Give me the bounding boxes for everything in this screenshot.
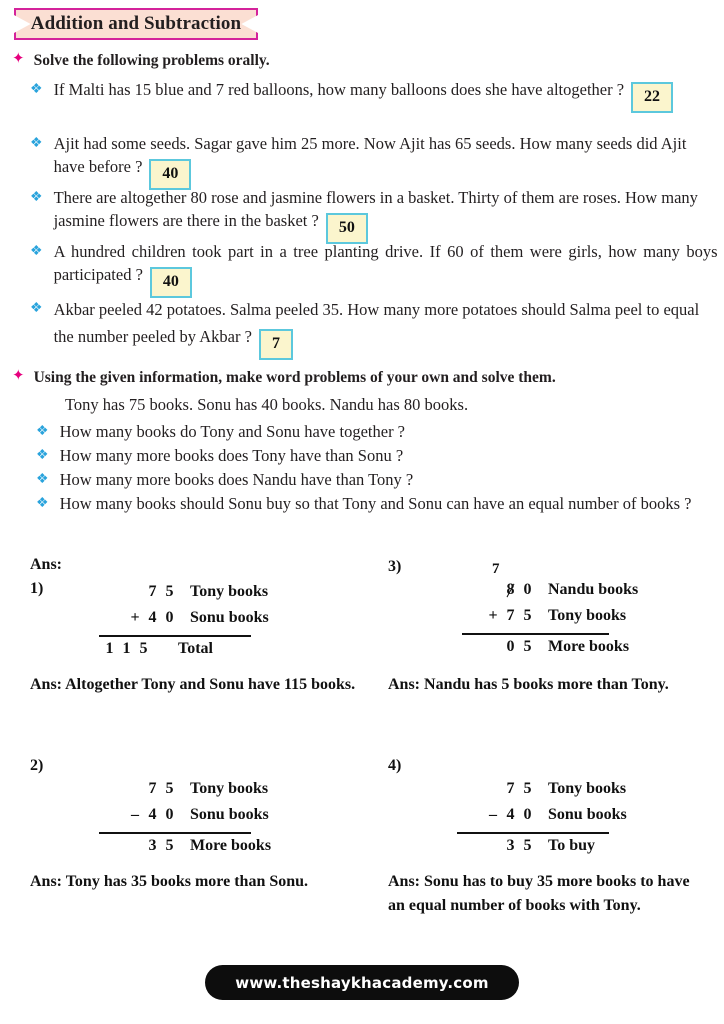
clover-bullet-icon: ❖ <box>30 301 43 316</box>
solution-4-result-label: To buy <box>548 837 595 854</box>
word-problem-2 <box>36 444 720 467</box>
solution-2-rule <box>99 832 251 834</box>
answer-box-1[interactable]: 22 <box>631 82 673 113</box>
solution-2-bottom-digits <box>144 806 178 824</box>
solution-1-bottom-label: Sonu books <box>190 609 269 626</box>
section-1-label: Solve the following problems orally. <box>33 52 270 69</box>
solution-4-bottom-label: Sonu books <box>548 806 627 823</box>
digit: 5 <box>165 837 174 854</box>
answer-box-3[interactable]: 50 <box>326 213 368 244</box>
solution-1-bottom-digits <box>144 609 178 627</box>
solution-4-rule <box>457 832 609 834</box>
digit: 5 <box>523 780 532 797</box>
solution-3-number: 3) <box>388 558 402 575</box>
digit: 5 <box>523 837 532 854</box>
solution-2-bottom-label: Sonu books <box>190 806 269 823</box>
digit: 5 <box>165 780 174 797</box>
answer-box-4[interactable]: 40 <box>150 267 192 298</box>
clover-bullet-icon: ❖ <box>30 190 43 205</box>
solution-1-number: 1) <box>30 580 44 597</box>
digit: 0 <box>523 581 532 598</box>
word-problem-3 <box>36 468 720 491</box>
oral-problem-2 <box>30 132 720 190</box>
oral-problem-2-text: Ajit had some seeds. Sagar gave him 25 more. Now Ajit has 65 seeds. How many seeds did Ajit have before ? 40 <box>54 132 718 190</box>
section-heading-1 <box>12 52 270 69</box>
section-heading-2 <box>12 369 556 386</box>
clover-bullet-icon: ❖ <box>30 136 43 151</box>
word-problem-2-text: How many more books does Tony have than Sonu ? <box>59 446 404 465</box>
solution-2-result-digits <box>144 837 178 855</box>
solution-4-bottom-digits <box>502 806 536 824</box>
solution-4-top-label: Tony books <box>548 780 627 797</box>
solution-2-result-row <box>126 837 271 863</box>
digit: 7 <box>506 780 515 797</box>
oral-problem-1-text: If Malti has 15 blue and 7 red balloons, how many balloons does she have altogether ? 22 <box>54 78 714 113</box>
clover-bullet-icon: ❖ <box>36 424 49 439</box>
clover-bullet-icon: ❖ <box>36 448 49 463</box>
solution-4-conclusion: Ans: Sonu has to buy 35 more books to have an equal number of books with Tony. <box>388 873 690 914</box>
clover-bullet-icon: ❖ <box>36 496 49 511</box>
solution-3-rule <box>462 633 609 635</box>
oral-problem-5 <box>30 297 720 360</box>
digit: 3 <box>506 837 515 854</box>
solution-4-result-row <box>484 837 627 863</box>
solution-1-result-label: Total <box>178 640 213 657</box>
digit: 0 <box>523 806 532 823</box>
digit: 4 <box>148 609 157 626</box>
digit: 0 <box>165 609 174 626</box>
solution-1-top-digits <box>144 583 178 601</box>
answers-label: Ans: <box>30 556 63 573</box>
solution-1-work <box>105 583 269 666</box>
solution-3-operator: + <box>488 607 498 624</box>
solution-3-bottom-digits <box>502 607 536 625</box>
struck-digit: 8 <box>502 581 519 599</box>
solution-2-result-label: More books <box>190 837 272 854</box>
digit: 7 <box>148 780 157 797</box>
solution-2-top-label: Tony books <box>190 780 269 797</box>
solution-4-number: 4) <box>388 757 402 774</box>
solution-1-bottom-row <box>126 609 269 635</box>
solution-2-bottom-row <box>126 806 271 832</box>
word-problem-3-text: How many more books does Nandu have than Tony ? <box>59 470 414 489</box>
solution-3-top-row <box>484 581 638 607</box>
digit: 0 <box>506 638 515 655</box>
given-information: Tony has 75 books. Sonu has 40 books. Nandu has 80 books. <box>65 395 469 414</box>
answer-box-5[interactable]: 7 <box>259 329 293 360</box>
solution-3-top-label: Nandu books <box>548 581 639 598</box>
solution-3-result-digits <box>502 638 536 656</box>
digit: 1 <box>122 640 131 657</box>
digit: 4 <box>148 806 157 823</box>
digit: 1 <box>105 640 114 657</box>
digit: 0 <box>165 806 174 823</box>
oral-problem-3-text: There are altogether 80 rose and jasmine flowers in a basket. Thirty of them are roses. How many jasmine flowers are there in the basket ? 50 <box>54 186 718 244</box>
word-problem-1 <box>36 420 720 443</box>
oral-problem-3 <box>30 186 720 244</box>
digit: 7 <box>506 607 515 624</box>
page-title-banner <box>14 8 258 40</box>
solution-1-operator: + <box>130 609 140 626</box>
oral-problem-5-text: Akbar peeled 42 potatoes. Salma peeled 35. How many more potatoes should Salma peel to equal the number peeled by Akbar ? 7 <box>54 297 718 360</box>
answer-box-2[interactable]: 40 <box>149 159 191 190</box>
solution-3-borrow-digit: 7 <box>492 561 500 577</box>
solution-4-operator: – <box>489 806 497 823</box>
solution-3-bottom-row <box>484 607 638 633</box>
digit: 5 <box>139 640 148 657</box>
solution-1-result-row <box>105 640 269 666</box>
oral-problem-4 <box>30 240 720 298</box>
solution-2-number: 2) <box>30 757 44 774</box>
word-problem-4 <box>36 492 720 515</box>
digit: 5 <box>523 607 532 624</box>
solution-2-work <box>126 780 271 863</box>
solution-2-operator: – <box>131 806 139 823</box>
solution-1-conclusion: Ans: Altogether Tony and Sonu have 115 books. <box>30 676 356 693</box>
clover-bullet-icon: ❖ <box>30 244 43 259</box>
solution-4-top-digits <box>502 780 536 798</box>
solution-4-work <box>484 780 627 863</box>
digit: 3 <box>148 837 157 854</box>
section-2-label: Using the given information, make word problems of your own and solve them. <box>33 369 556 386</box>
digit: 7 <box>148 583 157 600</box>
word-problem-4-text: How many books should Sonu buy so that Tony and Sonu can have an equal number of books ? <box>59 494 692 513</box>
diamond-bullet-icon: ✦ <box>12 368 25 384</box>
word-problem-1-text: How many books do Tony and Sonu have together ? <box>59 422 406 441</box>
solution-3-top-digits <box>502 581 536 599</box>
solution-3-bottom-label: Tony books <box>548 607 627 624</box>
solution-1-rule <box>99 635 251 637</box>
solution-1-top-row <box>126 583 269 609</box>
diamond-bullet-icon: ✦ <box>12 51 25 67</box>
solution-2-top-digits <box>144 780 178 798</box>
solution-3-result-label: More books <box>548 638 630 655</box>
page-title: Addition and Subtraction <box>30 13 242 34</box>
digit: 5 <box>165 583 174 600</box>
solution-3-work <box>484 581 638 664</box>
footer-website-badge[interactable] <box>205 965 519 1000</box>
oral-problem-4-text: A hundred children took part in a tree planting drive. If 60 of them were girls, how many boys participated ? 40 <box>54 240 718 298</box>
digit: 4 <box>506 806 515 823</box>
digit: 5 <box>523 638 532 655</box>
solution-3-result-row <box>484 638 638 664</box>
clover-bullet-icon: ❖ <box>36 472 49 487</box>
oral-problem-1 <box>30 78 716 113</box>
solution-1-result-digits <box>101 640 152 658</box>
solution-4-bottom-row <box>484 806 627 832</box>
solution-2-top-row <box>126 780 271 806</box>
footer-url: www.theshaykhacademy.com <box>235 973 489 992</box>
solution-4-top-row <box>484 780 627 806</box>
solution-1-top-label: Tony books <box>190 583 269 600</box>
solution-3-conclusion: Ans: Nandu has 5 books more than Tony. <box>388 676 669 693</box>
clover-bullet-icon: ❖ <box>30 82 43 97</box>
solution-2-conclusion: Ans: Tony has 35 books more than Sonu. <box>30 873 309 890</box>
solution-4-result-digits <box>502 837 536 855</box>
